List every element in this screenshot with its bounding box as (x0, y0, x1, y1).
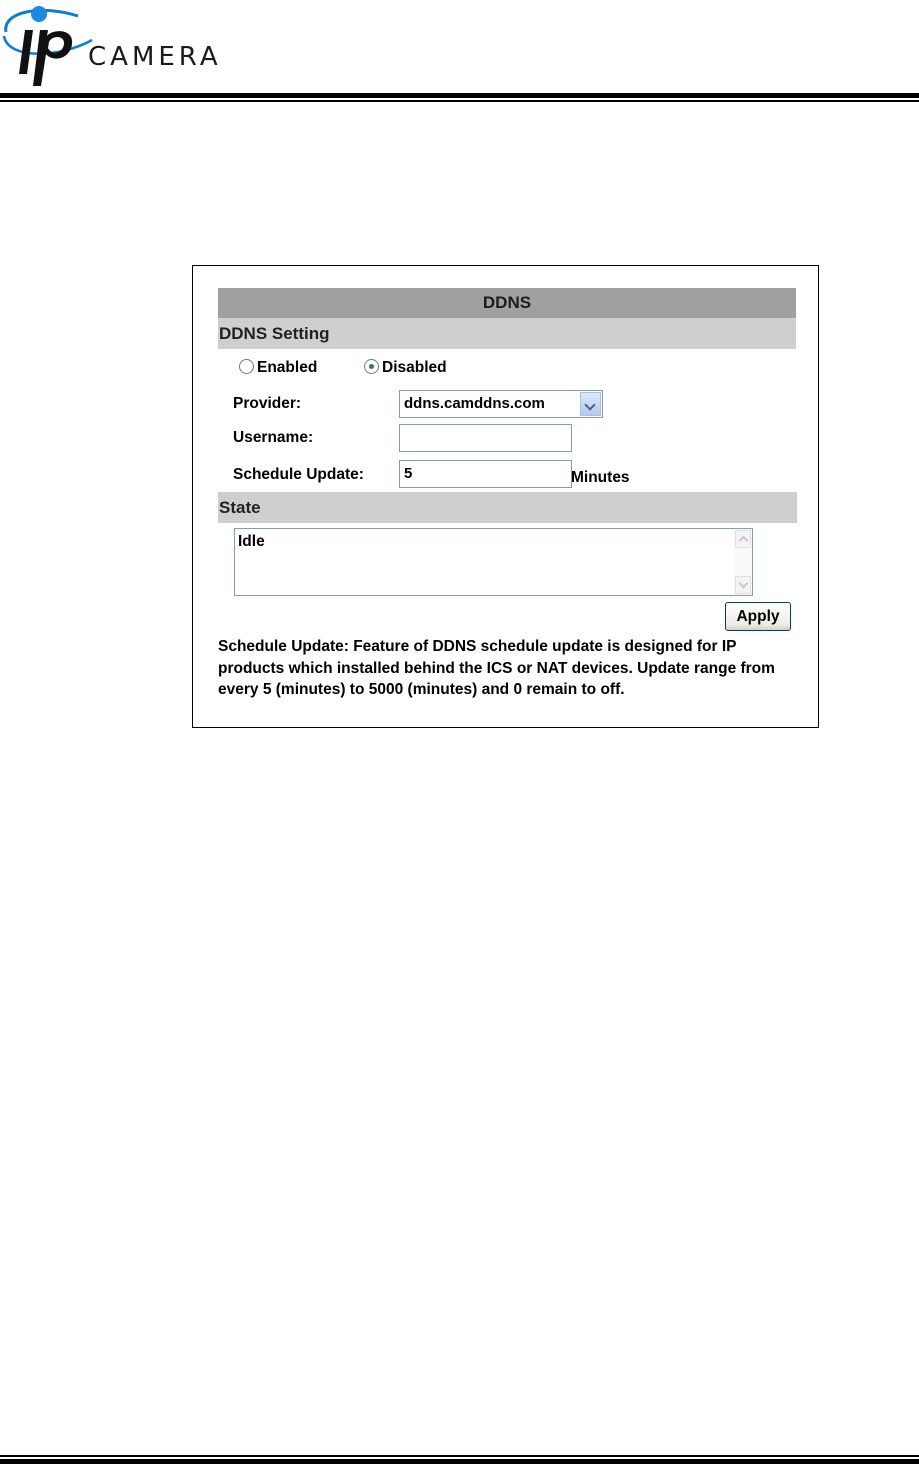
state-scrollbar[interactable] (734, 529, 752, 595)
state-value: Idle (238, 533, 265, 550)
ddns-screenshot-frame (192, 265, 819, 728)
header-rule-thick (0, 93, 919, 98)
footer-rule-thick (0, 1459, 919, 1464)
provider-label: Provider: (233, 395, 302, 412)
panel-title: DDNS (218, 288, 796, 318)
header-rule-thin (0, 100, 919, 102)
state-textarea[interactable] (234, 528, 753, 596)
enabled-radio-option[interactable] (239, 359, 317, 377)
scroll-up-icon[interactable] (735, 530, 751, 548)
ddns-panel (218, 288, 796, 698)
provider-selected-value: ddns.camddns.com (404, 395, 545, 412)
enabled-label: Enabled (257, 359, 318, 376)
enabled-radio[interactable] (239, 359, 254, 374)
ip-logo-icon (0, 0, 100, 92)
logo-text: CAMERA (88, 42, 222, 72)
schedule-update-input[interactable]: 5 (399, 460, 572, 488)
username-label: Username: (233, 429, 314, 446)
schedule-update-label: Schedule Update: (233, 466, 364, 483)
scroll-down-icon[interactable] (735, 576, 751, 594)
schedule-update-note: Schedule Update: Feature of DDNS schedule update is designed for IP products which installed behind the ICS or NAT devices. Update range from every 5 (minutes) to 5000 (minutes) and 0 remain to off. (218, 638, 775, 698)
username-input[interactable] (399, 424, 572, 452)
state-header: State (218, 492, 797, 523)
disabled-radio[interactable] (364, 359, 379, 374)
apply-button[interactable]: Apply (725, 602, 791, 631)
disabled-radio-option[interactable] (364, 359, 447, 377)
ip-camera-logo (0, 0, 270, 92)
disabled-label: Disabled (382, 359, 447, 376)
ddns-setting-header: DDNS Setting (218, 318, 796, 349)
chevron-down-icon[interactable] (580, 392, 601, 416)
footer-rule-thin (0, 1455, 919, 1457)
schedule-unit-label: Minutes (571, 469, 630, 486)
provider-select[interactable] (399, 390, 603, 418)
